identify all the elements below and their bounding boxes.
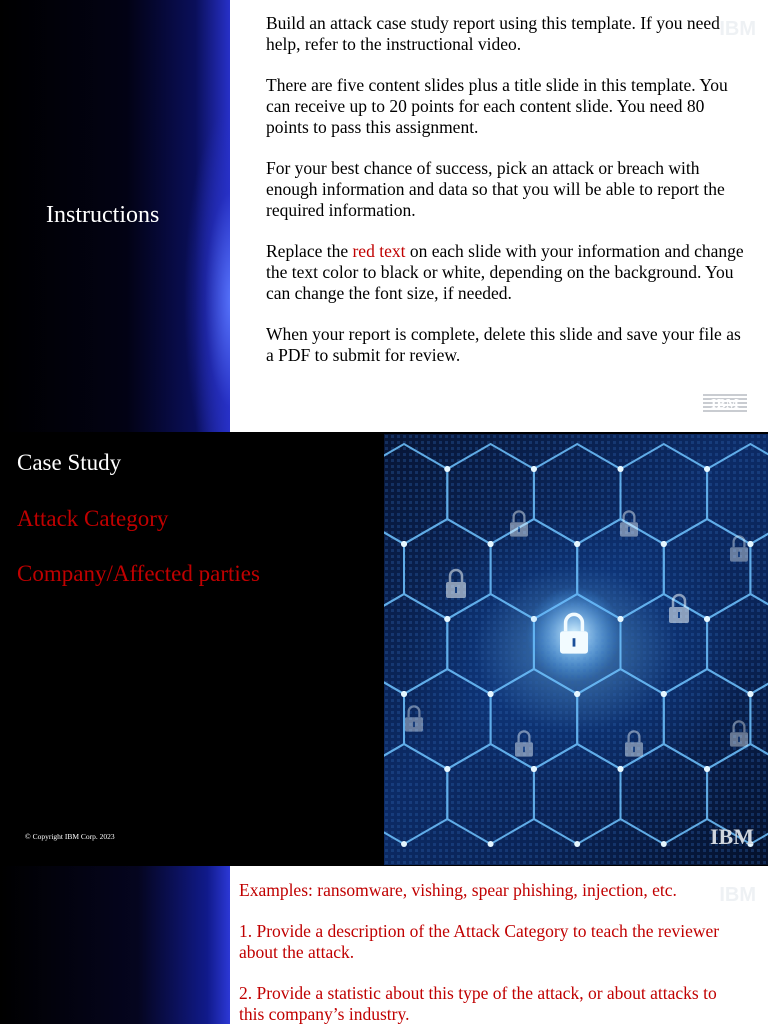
- case-study-title-slide: [0, 434, 768, 865]
- network-node: [401, 541, 407, 547]
- instruction-paragraph-4: [266, 241, 746, 304]
- network-node: [531, 766, 537, 772]
- network-node: [704, 466, 710, 472]
- network-node: [574, 841, 580, 847]
- instruction-paragraph-5: When your report is complete, delete this slide and save your file as a PDF to submit for review.: [266, 324, 741, 365]
- network-node: [488, 541, 494, 547]
- company-affected-placeholder: Company/Affected parties: [17, 561, 260, 586]
- network-node: [444, 466, 450, 472]
- network-node: [704, 766, 710, 772]
- faint-watermark: IBM: [719, 18, 756, 40]
- examples-line: Examples: ransomware, vishing, spear phishing, injection, etc.: [239, 880, 677, 900]
- network-node: [488, 691, 494, 697]
- p4-text-before: Replace the: [266, 241, 353, 261]
- attack-description-slide: [0, 866, 768, 1024]
- network-node: [661, 691, 667, 697]
- network-node: [747, 541, 753, 547]
- instruction-paragraph-2: There are five content slides plus a title slide in this template. You can receive up to 20 points for each content slide. You need 80 points to pass this assignment.: [266, 75, 728, 137]
- red-text-example: red text: [352, 241, 406, 261]
- network-node: [574, 541, 580, 547]
- network-node: [488, 841, 494, 847]
- examples-body: [239, 880, 739, 1024]
- network-node: [401, 841, 407, 847]
- instructions-body: [266, 13, 746, 386]
- statistic-instruction: 2. Provide a statistic about this type of the attack, or about attacks to this company’s industry.: [239, 983, 717, 1024]
- faint-watermark: IBM: [719, 884, 756, 906]
- network-node: [531, 466, 537, 472]
- p4-text-after: on each slide with your information and change the text color to black or white, depending on the background. You can change the font size, if needed.: [266, 241, 744, 303]
- description-instruction: 1. Provide a description of the Attack Category to teach the reviewer about the attack.: [239, 921, 720, 962]
- slide-side-gradient-panel: [0, 866, 230, 1024]
- case-study-title: Case Study: [17, 450, 122, 475]
- lock-hexagon-icon: [384, 434, 768, 865]
- slide-side-gradient-panel: [0, 0, 230, 432]
- cyber-security-image: [384, 434, 768, 865]
- network-node: [401, 691, 407, 697]
- network-node: [747, 691, 753, 697]
- instruction-paragraph-1: Build an attack case study report using this template. If you need help, refer to the instructional video.: [266, 13, 720, 54]
- padlock-icon: [526, 586, 621, 681]
- ibm-logo-large: IBM: [710, 824, 754, 849]
- network-node: [444, 766, 450, 772]
- ibm-logo-icon: [703, 393, 747, 415]
- slide-title: Instructions: [46, 202, 160, 228]
- ibm-logo-text: IBM: [711, 397, 739, 412]
- network-node: [661, 841, 667, 847]
- instructions-slide: [0, 0, 768, 432]
- instruction-paragraph-3: For your best chance of success, pick an attack or breach with enough information and data so that you will be able to report the required information.: [266, 158, 725, 220]
- network-node: [704, 616, 710, 622]
- network-node: [661, 541, 667, 547]
- network-node: [618, 766, 624, 772]
- copyright-notice: © Copyright IBM Corp. 2023: [25, 832, 115, 841]
- ibm-logo-small: [703, 393, 747, 420]
- attack-category-placeholder: Attack Category: [17, 506, 169, 531]
- network-node: [574, 691, 580, 697]
- network-node: [444, 616, 450, 622]
- network-node: [618, 466, 624, 472]
